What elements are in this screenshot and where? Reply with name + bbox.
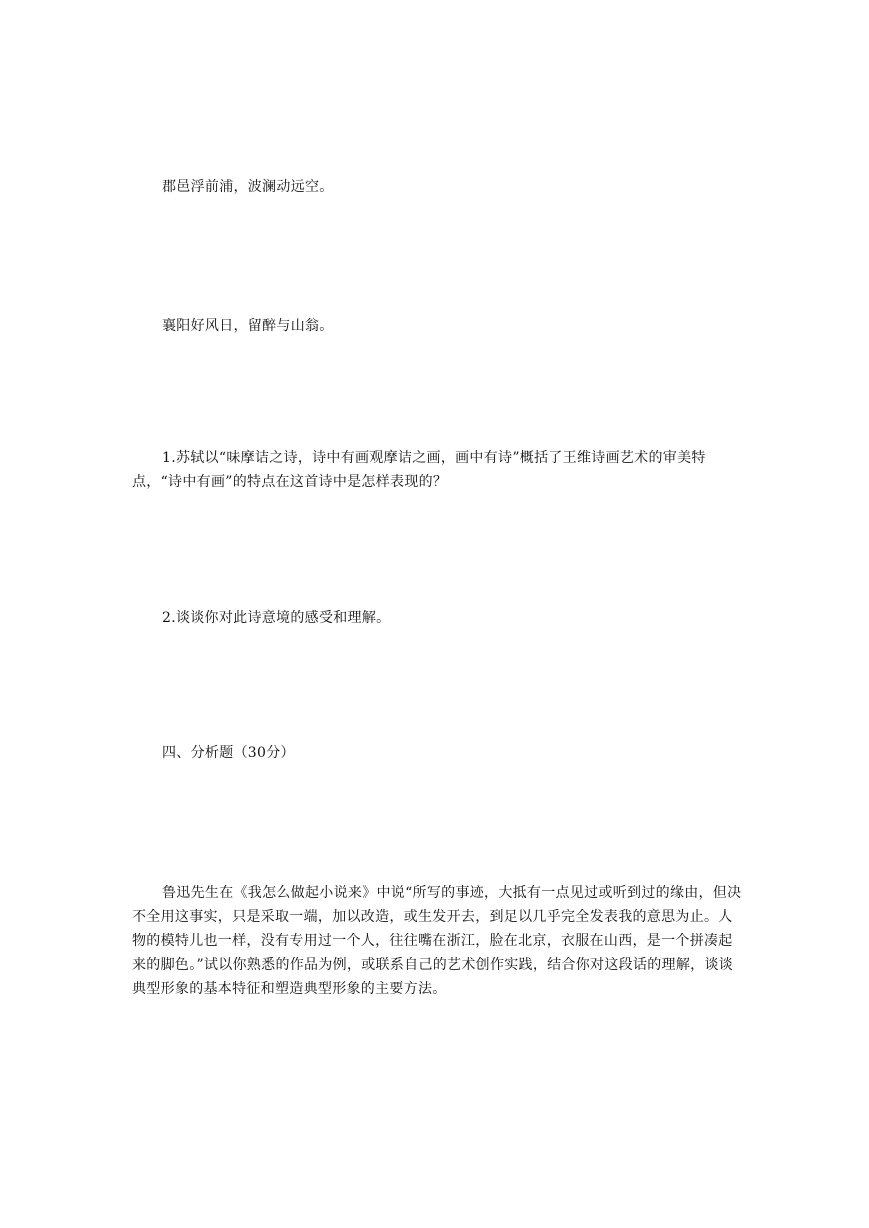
question-1: 1.苏轼以“味摩诘之诗，诗中有画观摩诘之画，画中有诗”概括了王维诗画艺术的审美特点，“诗中有画”的特点在这首诗中是怎样表现的？ [132, 450, 706, 490]
poem-line-2: 襄阳好风日，留醉与山翁。 [162, 318, 334, 334]
poem-line-1: 郡邑浮前浦，波澜动远空。 [162, 179, 334, 195]
section-4-heading: 四、分析题（30分） [162, 745, 295, 761]
question-2: 2.谈谈你对此诗意境的感受和理解。 [162, 610, 391, 626]
analysis-prompt: 鲁迅先生在《我怎么做起小说来》中说“所写的事迹，大抵有一点见过或听到过的缘由，但决不全用这事实，只是采取一端，加以改造，或生发开去，到足以几乎完全发表我的意思为止。人物的模特儿也一样，没有专用过一个人，往往嘴在浙江，脸在北京，衣服在山西，是一个拼凑起来的脚色。”试以你熟悉的作品为例，或联系自己的艺术创作实践，结合你对这段话的理解，谈谈典型形象的基本特征和塑造典型形象的主要方法。 [132, 885, 742, 997]
